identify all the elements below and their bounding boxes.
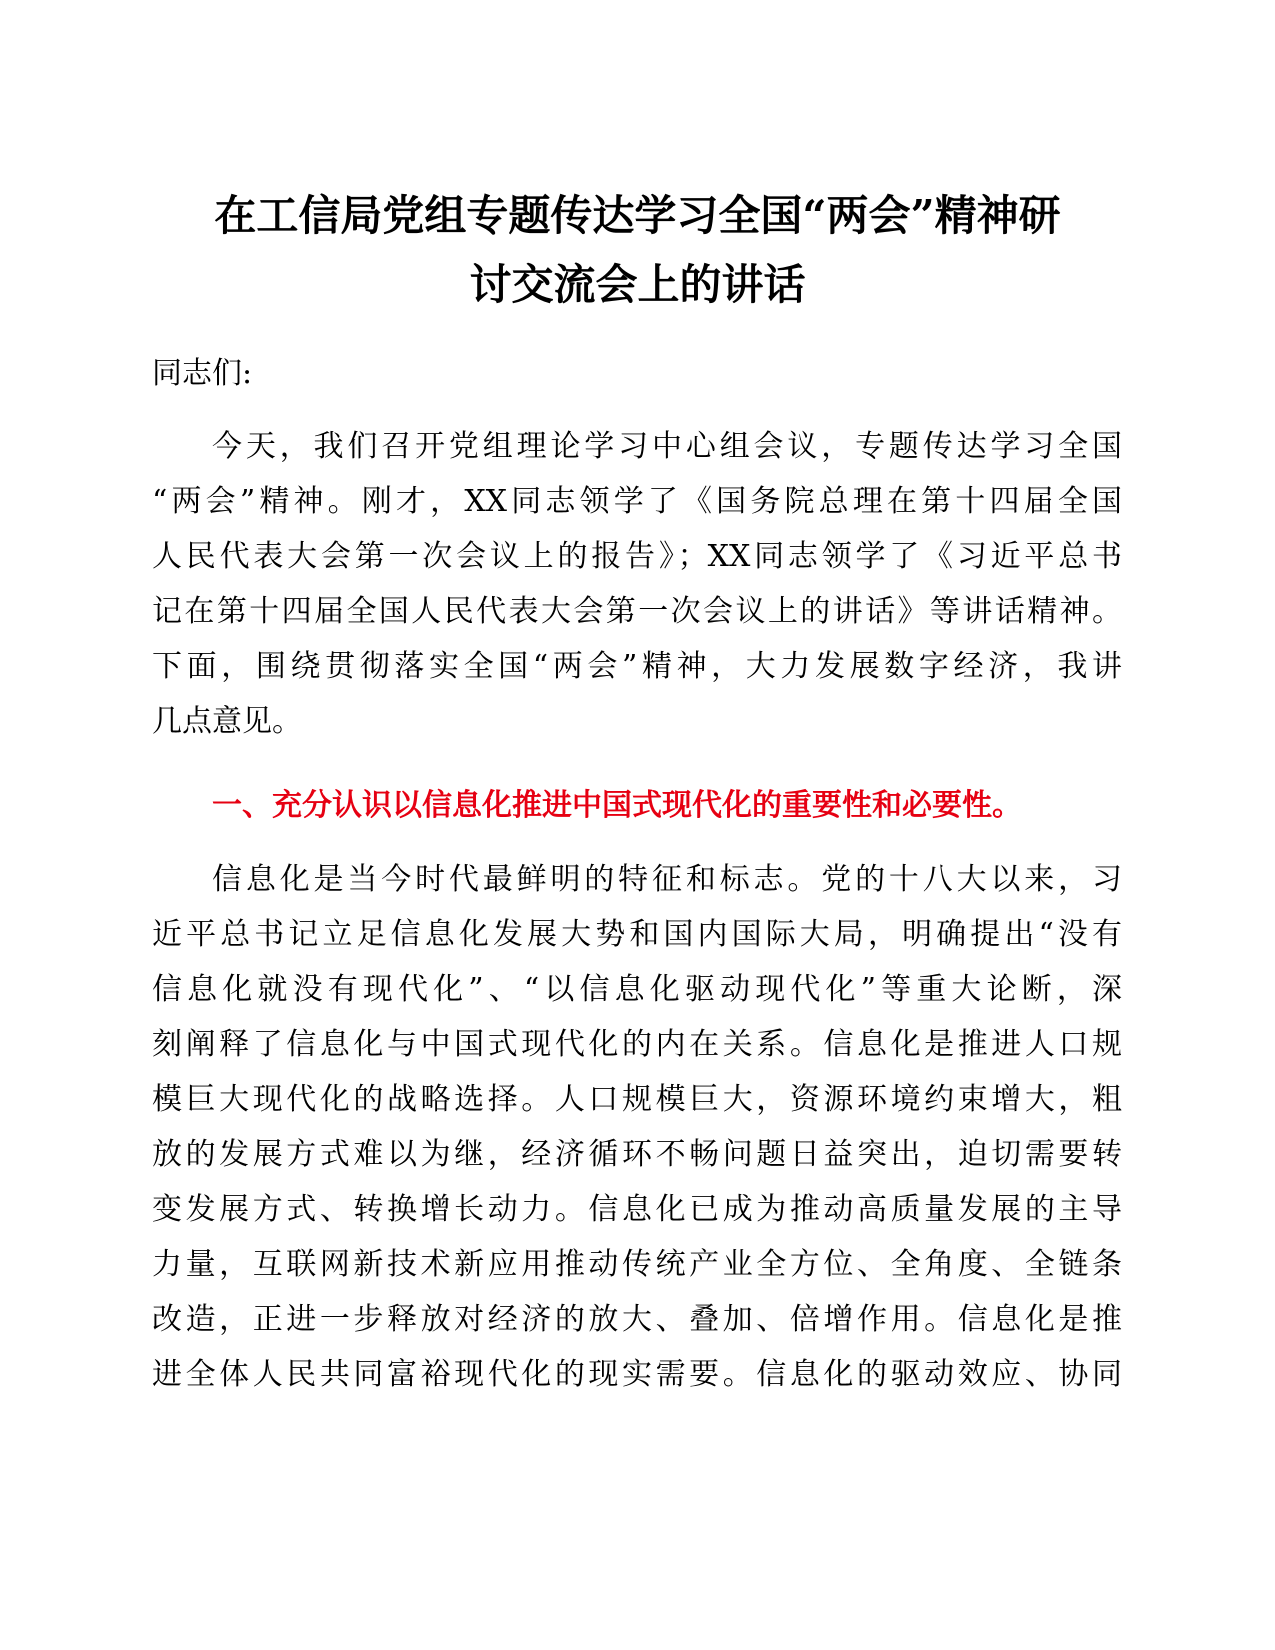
paragraph-2-line: 力量，互联网新技术新应用推动传统产业全方位、全角度、全链条 [152, 1247, 1122, 1282]
paragraph-2-line: 刻阐释了信息化与中国式现代化的内在关系。信息化是推进人口规 [152, 1027, 1122, 1062]
paragraph-1-line: 人民代表大会第一次会议上的报告》；XX同志领学了《习近平总书 [152, 539, 1122, 574]
paragraph-1-line: 记在第十四届全国人民代表大会第一次会议上的讲话》等讲话精神。 [152, 594, 1122, 629]
paragraph-1-line: 下面，围绕贯彻落实全国“两会”精神，大力发展数字经济，我讲 [152, 649, 1122, 684]
paragraph-2-line: 放的发展方式难以为继，经济循环不畅问题日益突出，迫切需要转 [152, 1137, 1122, 1172]
paragraph-1-line: 今天，我们召开党组理论学习中心组会议，专题传达学习全国 [212, 429, 1122, 464]
paragraph-2-line: 模巨大现代化的战略选择。人口规模巨大，资源环境约束增大，粗 [152, 1082, 1122, 1117]
paragraph-2-line: 改造，正进一步释放对经济的放大、叠加、倍增作用。信息化是推 [152, 1302, 1122, 1337]
document-title-line-2: 讨交流会上的讲话 [469, 260, 806, 309]
paragraph-1-line: “两会”精神。刚才，XX同志领学了《国务院总理在第十四届全国 [152, 484, 1122, 519]
paragraph-2-line: 变发展方式、转换增长动力。信息化已成为推动高质量发展的主导 [152, 1192, 1122, 1227]
section-1-heading: 一、充分认识以信息化推进中国式现代化的重要性和必要性。 [212, 788, 1022, 823]
paragraph-2-line: 信息化就没有现代化”、“以信息化驱动现代化”等重大论断，深 [152, 972, 1122, 1007]
paragraph-2-line: 进全体人民共同富裕现代化的现实需要。信息化的驱动效应、协同 [152, 1357, 1122, 1392]
salutation: 同志们: [152, 356, 253, 391]
paragraph-2-line: 近平总书记立足信息化发展大势和国内国际大局，明确提出“没有 [152, 917, 1122, 952]
paragraph-2-line: 信息化是当今时代最鲜明的特征和标志。党的十八大以来，习 [212, 862, 1122, 897]
document-title-line-1: 在工信局党组专题传达学习全国“两会”精神研 [214, 191, 1061, 240]
paragraph-1-line: 几点意见。 [152, 704, 302, 739]
